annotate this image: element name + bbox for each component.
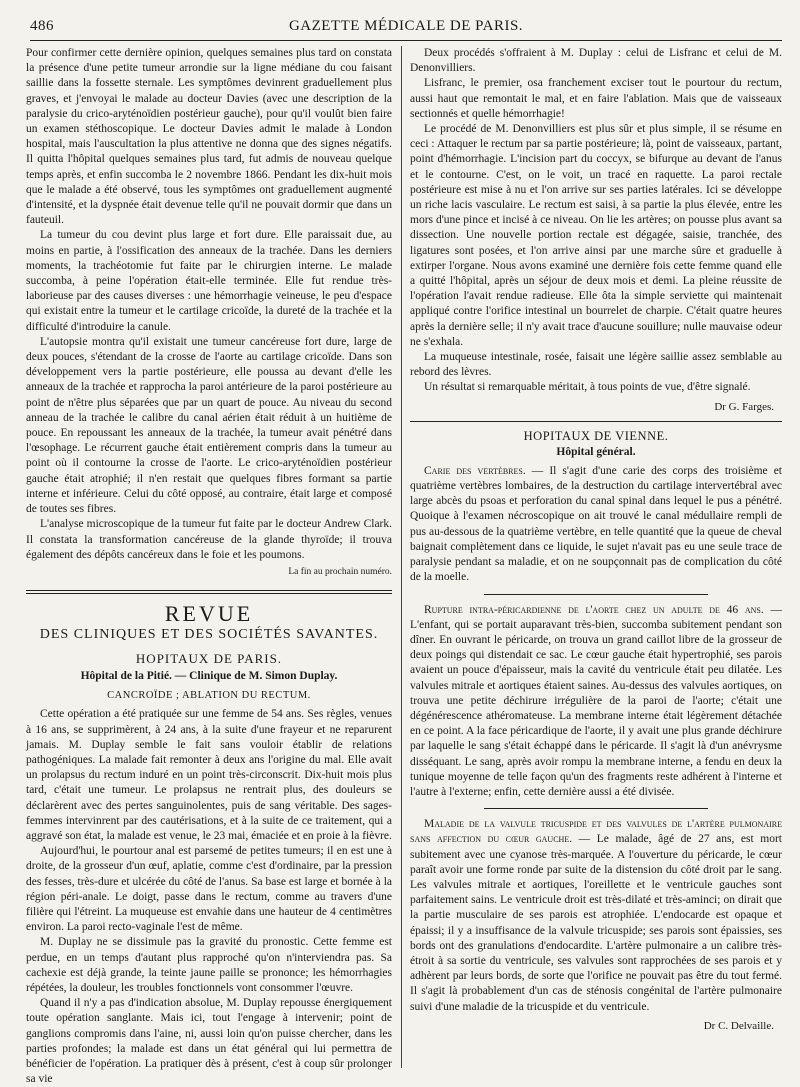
- continuation-note: La fin au prochain numéro.: [288, 566, 392, 577]
- case-paragraph: Rupture intra-péricardienne de l'aorte chez un adulte de 46 ans. — L'enfant, qui se portait auparavant très-bien, succomba subitement pendant son dîner. En ouvrant le péricarde, on trouva un grand caillot libre de la grosseur de deux poings qui distendait ce sac. Le cœur gauche était hypertrophié, ses parois avaient un pouce d'épaisseur, mais la cavité du ventricule était peu dilatée. Les valvules mitrale et aortiques étaient saines. Au-dessus des valvules aortiques, on trouva une petite déchirure irrégulière de la paroi de l'aorte; c'était une dégénérescence athéromateuse. La membrane interne était légèrement détachée en ce point. A la face péricardique de l'aorte, il y avait une plus grande déchirure par laquelle le sang s'était échappé dans le péricarde. Il s'agit là d'un anévrysme disséquant. Le sang, après avoir rompu la membrane interne, a fendu en deux la tunique moyenne de telle façon qu'un des fragments reste adhérent à l'interne et l'autre à l'externe; enfin, cette dernière aussi a été divisée.: [410, 603, 782, 798]
- hospital-subheading: Hôpital général.: [556, 445, 636, 458]
- author-signature: Dr C. Delvaille.: [703, 1019, 774, 1032]
- author-signature: Dr G. Farges.: [714, 400, 774, 413]
- column-divider: [401, 46, 402, 1068]
- page-number: 486: [30, 18, 54, 34]
- case-paragraph: Maladie de la valvule tricuspide et des valvules de l'artère pulmonaire sans affection du cœur gauche. — Le malade, âgé de 27 ans, est mort subitement avec une cyanose très-marquée. A l'ouverture du péricarde, le cœur paraît avoir une forme ronde par suite de la distension du côté droit par le sang. Les valvules mitrale et aortiques, l'oreillette et le ventricule gauches sont parfaitement sains. Le ventricule droit est très-dilaté et très-aminci; on dirait que la partie musculaire de ses parois est atrophiée. L'endocarde est opaque et épaissi; il y a insuffisance de la valvule tricuspide; ses parois sont épaissies, ses bords ont des granulations d'endocardite. L'artère pulmonaire a un calibre très-étroit à sa sortie du ventricule, ses valvules sont rapprochées de ses parois et y adhèrent par leurs bords, de sorte que l'orifice ne pouvait pas être du tout fermé. Il s'agit là probablement d'un cas de sténosis congénital de l'artère pulmonaire suivi d'une maladie de la tricuspide et du ventricule.: [410, 818, 783, 1013]
- article-topic: CANCROÏDE ; ABLATION DU RECTUM.: [107, 690, 311, 702]
- paragraph: Quand il n'y a pas d'indication absolue, M. Duplay repousse énergiquement toute opération sanglante. Mais ici, tout l'engage à intervenir; point de ganglions compromis dans l'aine, ni, aussi loin qu'on puisse chercher, dans les parties profondes; la malade est dans un état général qui lui permettra de bénéficier de l'opération. La pratiquer dès à présent, c'est à coup sûr prolonger sa vie: [26, 997, 392, 1086]
- case-paragraph: Carie des vertèbres. — Il s'agit d'une carie des corps des troisième et quatrième vertèbres lombaires, de la destruction du cartilage intervertébral avec large abcès du psoas et perforation du canal spinal dans lequel le pus a pénétré. Quoique à l'examen nécroscopique on ait trouvé le canal médullaire rempli de pus au-dessous de la quatrième vertèbre, en telle quantité que la queue de cheval baignait complètement dans ce liquide, le sujet n'avait pas eu une seule trace de paralysie pendant sa maladie, et on ne soupçonnait pas de complication du côté de la moelle.: [410, 464, 782, 584]
- paragraph: Aujourd'hui, le pourtour anal est parsemé de petites tumeurs; il en est une à droite, de la grosseur d'un œuf, aplatie, comme c'est d'ordinaire, par la pression des fesses, très-dure et ulcérée du côté de l'anus. Sa base est large et bornée à la région péri-anale. Le doigt, passe dans le rectum, comme au travers d'une filière qui l'étreint. La muqueuse est envahie dans une hauteur de 4 centimètres environ. La paroi recto-vaginale l'est de même.: [26, 845, 392, 934]
- case-heading: Carie des vertèbres.: [424, 464, 526, 477]
- paragraph: Cette opération a été pratiquée sur une femme de 54 ans. Ses règles, venues à 16 ans, se supprimèrent, à 24 ans, à la suite d'une frayeur et ne reparurent jamais. M. Duplay semble le fait sans vouloir établir de relations pathogéniques. La malade fait remonter à deux ans l'origine du mal. Elle avait un prolapsus du rectum induré en un point très-circonscrit. Dix-huit mois plus tard, c'était une tumeur. Le prolapsus ne rentrait plus, des douleurs se déclarèrent avec des pertes sanguinolentes, puis de sang véritable. Des sages-femmes intervinrent par des cautérisations, et à la suite de ce traitement, qui a aggravé son état, la malade est venue, le 23 mai, émaciée et en proie à la fièvre.: [26, 708, 392, 842]
- paragraph: La muqueuse intestinale, rosée, faisait une légère saillie assez semblable au rebord des lèvres.: [410, 351, 782, 379]
- clinic-heading: Hôpital de la Pitié. — Clinique de M. Simon Duplay.: [80, 670, 338, 683]
- right-column: [410, 46, 782, 1066]
- page-header: [30, 16, 782, 41]
- section-divider: [26, 590, 392, 594]
- paragraph: M. Duplay ne se dissimule pas la gravité du pronostic. Cette femme est perdue, en un temps d'autant plus rapproché qu'on n'interviendra pas. Sa cachexie est déjà grande, la teinte jaune paille se prononce; les hémorrhagies répétées, la douleur, les troubles fonctionnels vont consommer l'œuvre.: [26, 936, 392, 994]
- journal-title: GAZETTE MÉDICALE DE PARIS.: [288, 18, 524, 34]
- section-divider: [410, 421, 782, 422]
- case-divider: [484, 808, 707, 809]
- paragraph: Le procédé de M. Denonvilliers est plus sûr et plus simple, il se résume en ceci : Attaquer le rectum par sa partie postérieure; là, point de vaisseaux, partant, point d'hémorrhagie. L'incision part du coccyx, se bifurque au devant de l'anus et le contourne. C'est, on le voit, un tracé en raquette. La paroi rectale postérieure est mise à nu et l'on arrive sur ses parties latérales. Ici se développe un riche lacis vasculaire. Le rectum est saisi, à sa partie la plus élevée, entre les mors d'une pince et incisé à ce niveau. On lie les artères; on pousse plus avant sa dissection. Une nouvelle portion rectale est dégagée, saisie, tranchée, des ligatures sont posées, et l'on arrive ainsi par une marche sûre et graduelle à extirper l'organe. Nous avons examiné une dernière fois cette femme quand elle a quitté l'hôpital, après un séjour de deux mois et demi. La pleine réussite de l'opération l'avait rendue radieuse. Elle ôta la simple serviette qui maintenait appliqué contre l'orifice intestinal un bourrelet de charpie. C'était quatre heures après la dernière selle; il n'y avait trace d'aucune souillure; nulle mauvaise odeur ne s'exhala.: [410, 123, 782, 348]
- case-heading: Maladie de la valvule tricuspide et des valvules de l'artère pulmonaire sans affection du cœur gauche.: [410, 818, 782, 846]
- paragraph: Lisfranc, le premier, osa franchement exciser tout le pourtour du rectum, aussi haut que remontait le mal, et en faire l'ablation. Mais que de vaisseaux sectionnés et quelle hémorrhagie!: [410, 77, 782, 120]
- paragraph: Deux procédés s'offraient à M. Duplay : celui de Lisfranc et celui de M. Denonvilliers.: [410, 47, 782, 75]
- hospital-heading: HOPITAUX DE VIENNE.: [523, 428, 669, 443]
- paragraph: L'analyse microscopique de la tumeur fut faite par le docteur Andrew Clark. Il constata la transformation cancéreuse de la glande thyroïde; il trouva également des dépôts cancéreux dans le foie et les poumons.: [26, 518, 392, 561]
- paragraph: L'autopsie montra qu'il existait une tumeur cancéreuse fort dure, large de deux pouces, s'étendant de la crosse de l'aorte au cartilage cricoïde. Dans son développement vers la partie postérieure, elle poussa au devant d'elle les anneaux de la trachée et rapprocha la paroi antérieure de la paroi postérieure au point de n'être plus séparées que par un quart de pouce. Au niveau du second anneau de la trachée le calibre du canal aérien était réduit à un huitième de pouce. En repoussant les anneaux de la trachée, la tumeur avait pénétré dans l'œsophage. Le récurrent gauche était entièrement compris dans la tumeur au point où il contourne la crosse de l'aorte. Le crico-aryténoïdien postérieur gauche était atrophié; il n'en restait que quelques fibres formant sa partie interne et inférieure. Celui du côté opposé, au contraire, était large et composé de toutes ses fibres.: [26, 335, 392, 516]
- hospital-heading: HOPITAUX DE PARIS.: [135, 651, 283, 667]
- paragraph: Pour confirmer cette dernière opinion, quelques semaines plus tard on constata la présence d'une petite tumeur arrondie sur la ligne médiane du cou faisant saillie dans la fossette sternale. Les symptômes devinrent graduellement plus graves, et j'envoyai le malade au docteur Davies (avec une description de la paralysie du crico-aryténoïdien postérieur gauche), pour qu'il voulût bien faire un examen stéthoscopique. Le docteur Davies admit le malade à London hospital, mais l'auscultation la plus attentive ne donna que des signes négatifs. Il quitta l'hôpital quelques semaines plus tard, fut admis de nouveau quelque temps après, et enfin succomba le 2 novembre 1866. Pendant les dix-huit mois que le malade a été observé, tous les symptômes ont graduellement augmenté d'intensité, et la dyspnée était devenue telle qu'il ne pouvait dormir que dans un fauteuil.: [26, 47, 392, 227]
- case-divider: [484, 594, 707, 595]
- paragraph: Un résultat si remarquable méritait, à tous points de vue, d'être signalé.: [424, 381, 751, 394]
- paragraph: La tumeur du cou devint plus large et fort dure. Elle paraissait due, au moins en partie, à l'ossification des anneaux de la trachée. Dans les derniers moments, la trachéotomie fut faite par le chirurgien interne. Le malade succomba, à peine l'opération était-elle terminée. Elle fut rendue très-laborieuse par des causes diverses : une hémorrhagie veineuse, le peu d'espace qui existait entre la tumeur et le cartilage cricoïde, la dureté de la trachée et la difficulté d'introduire la canule.: [26, 229, 392, 333]
- section-subtitle: DES CLINIQUES ET DES SOCIÉTÉS SAVANTES.: [39, 627, 379, 643]
- left-column: [26, 46, 392, 1086]
- section-title: REVUE: [164, 601, 254, 627]
- case-heading: Rupture intra-péricardienne de l'aorte chez un adulte de 46 ans.: [424, 603, 764, 616]
